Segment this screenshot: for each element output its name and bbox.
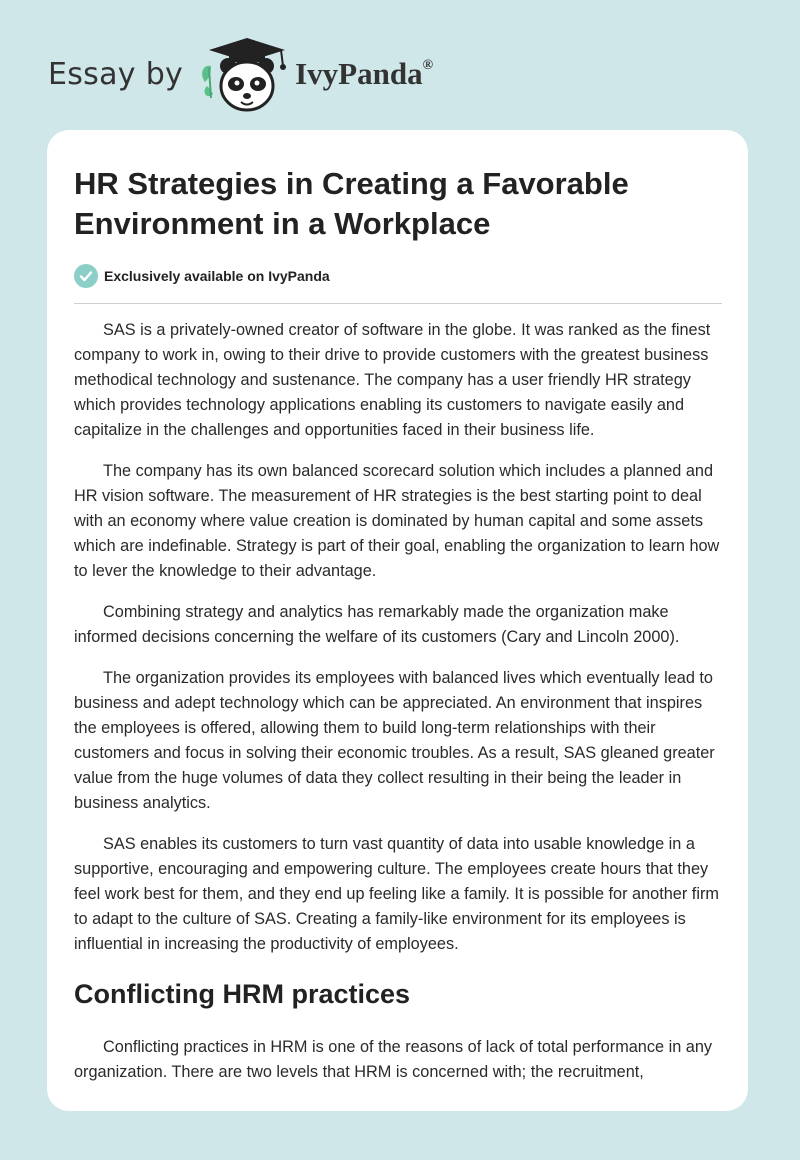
paragraph: Combining strategy and analytics has remarkably made the organization make informed decisions concerning the welfare of its customers (Cary and Lincoln 2000). xyxy=(74,603,680,646)
essay-by-label: Essay by xyxy=(48,56,184,92)
paragraph: Conflicting practices in HRM is one of the reasons of lack of total performance in any organization. There are two levels that HRM is concerned with; the recruitment, xyxy=(74,1038,713,1081)
section-heading: Conflicting HRM practices xyxy=(74,979,411,1009)
site-header xyxy=(48,34,433,114)
exclusive-badge xyxy=(74,264,330,288)
paragraph: SAS is a privately-owned creator of software in the globe. It was ranked as the finest company to work in, owing to their drive to provide customers with the greatest business methodical technology and sustenance. The company has a user friendly HR strategy which provides technology applications enabling its customers to navigate easily and capitalize in the challenges and opportunities faced in their business life. xyxy=(74,321,711,439)
article-body xyxy=(74,318,724,1101)
article-card xyxy=(47,130,748,1111)
divider xyxy=(74,303,722,304)
exclusive-badge-label: Exclusively available on IvyPanda xyxy=(104,268,330,284)
page-title: HR Strategies in Creating a Favorable Environment in a Workplace xyxy=(74,166,629,241)
paragraph: SAS enables its customers to turn vast quantity of data into usable knowledge in a supportive, encouraging and empowering culture. The employees create hours that they feel work best for them, and they end up feeling like a family. It is possible for another firm to adapt to the culture of SAS. Creating a family-like environment for its employees is influential in increasing the productivity of employees. xyxy=(74,835,719,953)
registered-mark: ® xyxy=(422,58,434,73)
brand-name[interactable]: IvyPanda® xyxy=(295,56,434,91)
checkmark-icon xyxy=(74,264,98,288)
paragraph: The organization provides its employees with balanced lives which eventually lead to business and adept technology which can be appreciated. An environment that inspires the employees is offered, allowing them to build long-term relationships with their customers and focus in solving their economic troubles. As a result, SAS gleaned greater value from the huge volumes of data they collect resulting in their being the leader in business analytics. xyxy=(74,669,715,812)
panda-graduate-icon[interactable] xyxy=(197,34,289,114)
paragraph: The company has its own balanced scorecard solution which includes a planned and HR vision software. The measurement of HR strategies is the best starting point to deal with an economy where value creation is dominated by human capital and some assets which are indefinable. Strategy is part of their goal, enabling the organization to learn how to lever the knowledge to their advantage. xyxy=(74,462,720,580)
